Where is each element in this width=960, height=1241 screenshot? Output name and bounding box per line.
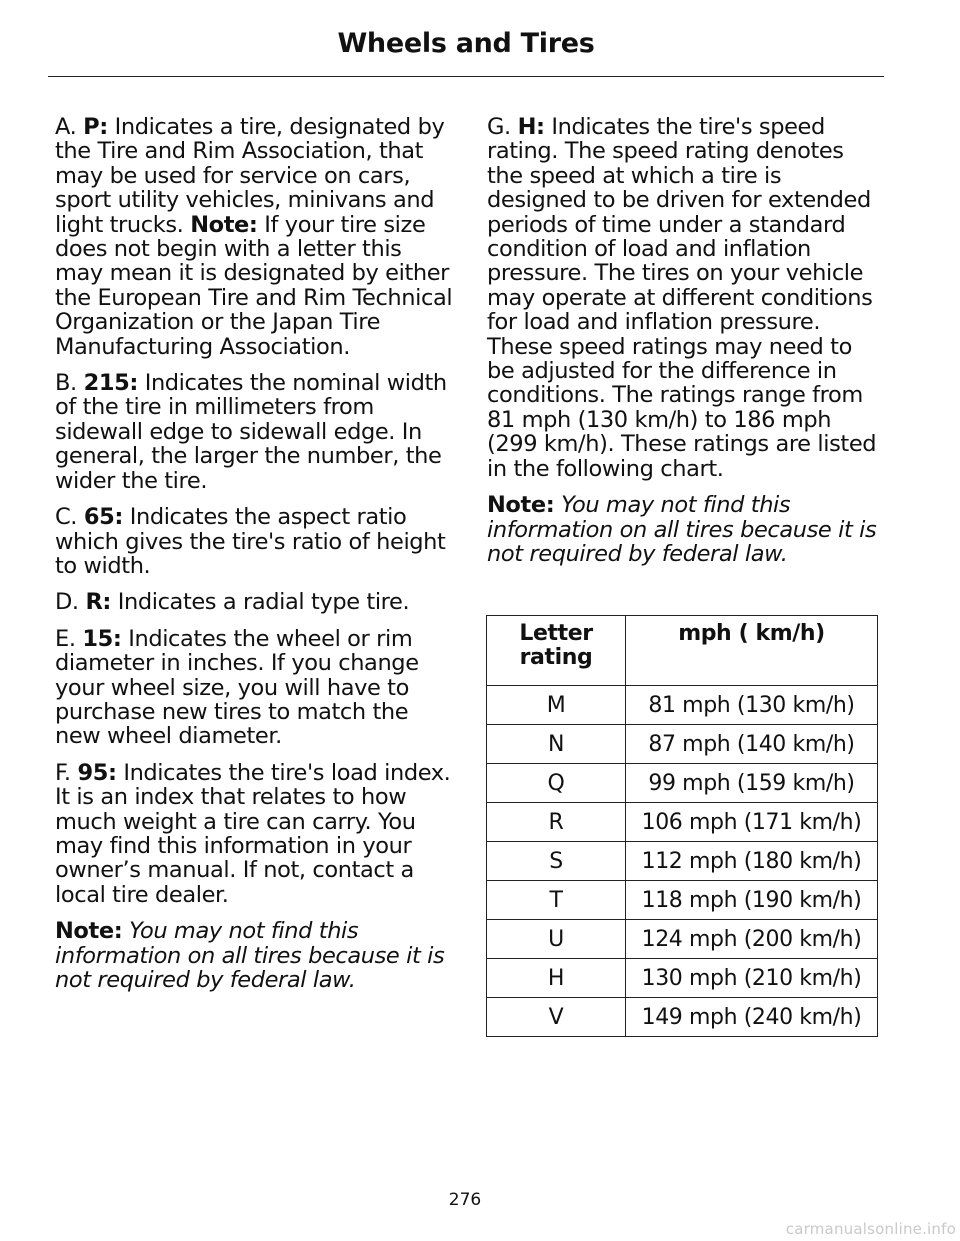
header-divider <box>48 76 884 77</box>
item-g <box>487 115 882 481</box>
speed-cell: 124 mph (200 km/h) <box>626 920 878 959</box>
item-prefix: C. <box>55 504 78 531</box>
letter-cell: V <box>487 998 626 1037</box>
table-row <box>487 881 878 920</box>
inline-note-text: If your tire size does not begin with a letter this may mean it is designated by either the European Tire and Rim Technical Organization or the Japan Tire Manufacturing Association. <box>55 211 453 360</box>
note-text: You may not find this information on all tires because it is not required by federal law. <box>487 492 877 567</box>
item-code: 95: <box>77 759 117 786</box>
item-text: Indicates the wheel or rim diameter in inches. If you change your wheel size, you will have to purchase new tires to match the new wheel diameter. <box>55 625 419 750</box>
letter-cell: R <box>487 803 626 842</box>
item-d <box>55 590 455 614</box>
letter-cell: M <box>487 686 626 725</box>
speed-cell: 112 mph (180 km/h) <box>626 842 878 881</box>
table-row <box>487 959 878 998</box>
item-prefix: D. <box>55 589 79 616</box>
speed-cell: 118 mph (190 km/h) <box>626 881 878 920</box>
letter-cell: H <box>487 959 626 998</box>
inline-note-label: Note: <box>190 211 258 238</box>
column-header-speed: mph ( km/h) <box>626 616 878 686</box>
item-text: Indicates a radial type tire. <box>117 589 410 616</box>
page-title: Wheels and Tires <box>337 28 595 59</box>
speed-rating-table <box>486 615 878 1037</box>
item-text: Indicates a tire, designated by the Tire and Rim Association, that may be used for service on cars, sport utility vehicles, minivans and light trucks. <box>55 114 445 238</box>
right-note <box>487 493 882 566</box>
table-row <box>487 803 878 842</box>
right-column <box>487 115 882 578</box>
item-code: 15: <box>82 625 122 652</box>
item-text: Indicates the aspect ratio which gives the tire's ratio of height to width. <box>55 504 446 579</box>
page-number: 276 <box>448 1190 482 1210</box>
table-row <box>487 764 878 803</box>
speed-cell: 81 mph (130 km/h) <box>626 686 878 725</box>
table-row <box>487 920 878 959</box>
left-note <box>55 919 455 992</box>
left-column <box>55 115 455 1004</box>
item-code: H: <box>517 114 545 140</box>
item-code: 215: <box>83 370 138 397</box>
item-code: 65: <box>83 504 123 531</box>
column-header-letter-rating: Letter rating <box>487 616 626 686</box>
table-row <box>487 686 878 725</box>
table-row <box>487 725 878 764</box>
watermark: carmanualsonline.info <box>785 1220 956 1238</box>
note-label: Note: <box>487 492 555 519</box>
item-prefix: F. <box>55 759 71 786</box>
note-text: You may not find this information on all tires because it is not required by federal law. <box>55 918 445 993</box>
item-e <box>55 627 455 749</box>
item-b <box>55 371 455 493</box>
item-code: R: <box>85 589 111 616</box>
table-row <box>487 998 878 1037</box>
item-c <box>55 505 455 578</box>
item-prefix: G. <box>487 114 511 140</box>
speed-cell: 130 mph (210 km/h) <box>626 959 878 998</box>
letter-cell: Q <box>487 764 626 803</box>
table-row <box>487 842 878 881</box>
item-text: Indicates the tire's speed rating. The speed rating denotes the speed at which a tire is designed to be driven for extended periods of time under a standard condition of load and inflation pressure. The tires on your vehicle may operate at different conditions for load and inflation pressure. These speed ratings may need to be adjusted for the difference in conditions. The ratings range from 81 mph (130 km/h) to 186 mph (299 km/h). These ratings are listed in the following chart. <box>487 114 877 482</box>
item-prefix: E. <box>55 625 76 652</box>
letter-cell: T <box>487 881 626 920</box>
speed-cell: 149 mph (240 km/h) <box>626 998 878 1037</box>
item-a <box>55 115 455 359</box>
letter-cell: S <box>487 842 626 881</box>
item-text: Indicates the nominal width of the tire in millimeters from sidewall edge to sidewall edge. In general, the larger the number, the wider the tire. <box>55 370 447 494</box>
letter-cell: U <box>487 920 626 959</box>
note-label: Note: <box>55 918 123 945</box>
page-header <box>48 28 884 59</box>
speed-cell: 99 mph (159 km/h) <box>626 764 878 803</box>
speed-cell: 87 mph (140 km/h) <box>626 725 878 764</box>
item-text: Indicates the tire's load index. It is an index that relates to how much weight a tire can carry. You may find this information in your owner’s manual. If not, contact a local tire dealer. <box>55 759 451 908</box>
letter-cell: N <box>487 725 626 764</box>
speed-cell: 106 mph (171 km/h) <box>626 803 878 842</box>
item-prefix: B. <box>55 370 77 397</box>
item-code: P: <box>83 114 108 140</box>
item-prefix: A. <box>55 114 77 140</box>
table-header-row <box>487 616 878 686</box>
item-f <box>55 761 455 907</box>
